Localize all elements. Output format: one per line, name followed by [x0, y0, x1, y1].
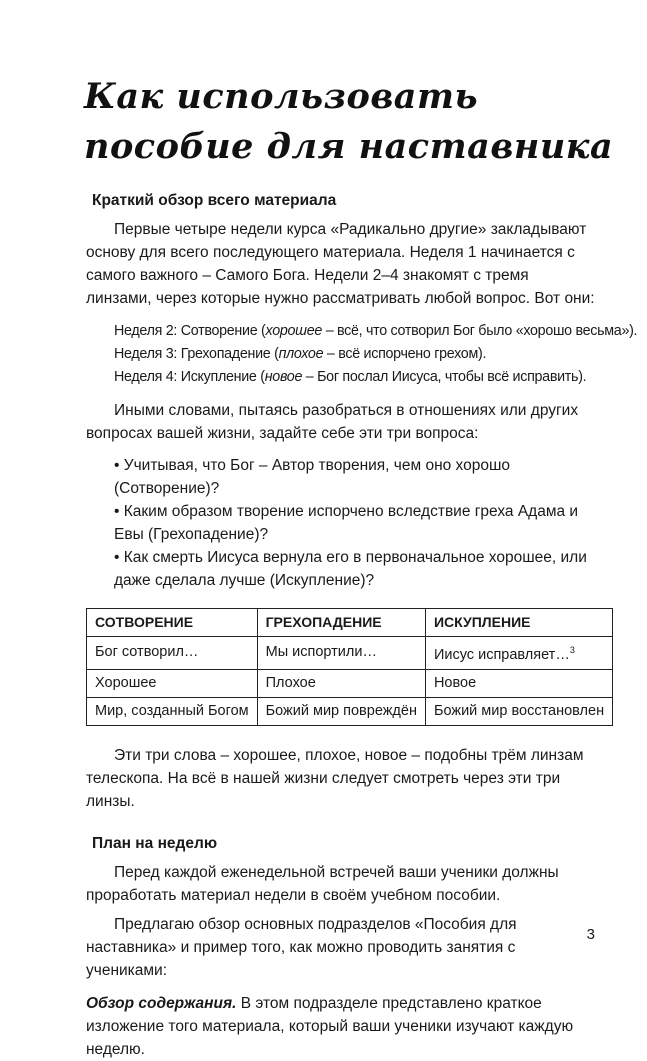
weeks-list — [114, 320, 638, 389]
table-header: ГРЕХОПАДЕНИЕ — [257, 609, 425, 637]
table-cell: Хорошее — [87, 669, 258, 697]
table-header: СОТВОРЕНИЕ — [87, 609, 258, 637]
section-heading-overview: Краткий обзор всего материала — [92, 192, 337, 209]
questions-intro-paragraph: Иными словами, пытаясь разобраться в отношениях или других вопросах вашей жизни, задайте себе эти три вопроса: — [86, 402, 579, 442]
lenses-table — [86, 608, 613, 726]
table-row — [87, 669, 613, 697]
table-cell: Мир, созданный Богом — [87, 697, 258, 725]
list-item: • Как смерть Иисуса вернула его в первоначальное хорошее, или даже сделала лучше (Искупление)? — [114, 549, 587, 589]
overview-paragraph: Первые четыре недели курса «Радикально другие» закладывают основу для всего последующего материала. Неделя 1 начинается с самого важного – Самого Бога. Недели 2–4 знакомят с тремя линзами, через которые нужно рассматривать любой вопрос. Вот они: — [86, 221, 595, 307]
table-cell: Бог сотворил… — [87, 637, 258, 670]
table-row — [87, 697, 613, 725]
table-cell: Божий мир повреждён — [257, 697, 425, 725]
lenses-paragraph: Эти три слова – хорошее, плохое, новое – подобны трём линзам телескопа. На всё в нашей жизни следует смотреть через эти три линзы. — [86, 746, 584, 810]
table-cell: Плохое — [257, 669, 425, 697]
footnote-mark: 3 — [569, 645, 575, 655]
content-overview-paragraph: Обзор содержания. В этом подразделе представлено краткое изложение того материала, который ваши ученики изучают каждую неделю. — [86, 994, 574, 1058]
table-header-row — [87, 609, 613, 637]
table-cell: Божий мир восстановлен — [425, 697, 612, 725]
section-heading-plan: План на неделю — [92, 834, 218, 852]
week-item: Неделя 4: Искупление (новое – Бог послал Иисуса, чтобы всё исправить). — [114, 369, 587, 385]
questions-list — [114, 454, 596, 592]
main-content — [86, 190, 638, 1061]
table-cell: Новое — [425, 669, 612, 697]
content-overview-lead: Обзор содержания. — [86, 994, 237, 1012]
plan-paragraph-1: Перед каждой еженедельной встречей ваши ученики должны проработать материал недели в своём учебном пособии. — [86, 863, 559, 904]
page-title — [84, 72, 614, 172]
page-number: 3 — [586, 926, 595, 943]
list-item: • Учитывая, что Бог – Автор творения, чем оно хорошо (Сотворение)? — [114, 457, 511, 497]
list-item: • Каким образом творение испорчено вследствие греха Адама и Евы (Грехопадение)? — [114, 503, 579, 543]
week-item: Неделя 2: Сотворение (хорошее – всё, что сотворил Бог было «хорошо весьма»). — [114, 323, 638, 339]
plan-paragraph-2: Предлагаю обзор основных подразделов «Пособия для наставника» и пример того, как можно проводить занятия с учениками: — [86, 915, 517, 979]
title-line-1: Как использовать — [84, 76, 479, 117]
table-cell: Мы испортили… — [257, 637, 425, 670]
table-row — [87, 637, 613, 670]
title-line-2: пособие для наставника — [84, 126, 614, 167]
table-cell: Иисус исправляет…$^3$ — [425, 637, 612, 670]
table-header: ИСКУПЛЕНИЕ — [425, 609, 612, 637]
week-item: Неделя 3: Грехопадение (плохое – всё испорчено грехом). — [114, 346, 487, 362]
